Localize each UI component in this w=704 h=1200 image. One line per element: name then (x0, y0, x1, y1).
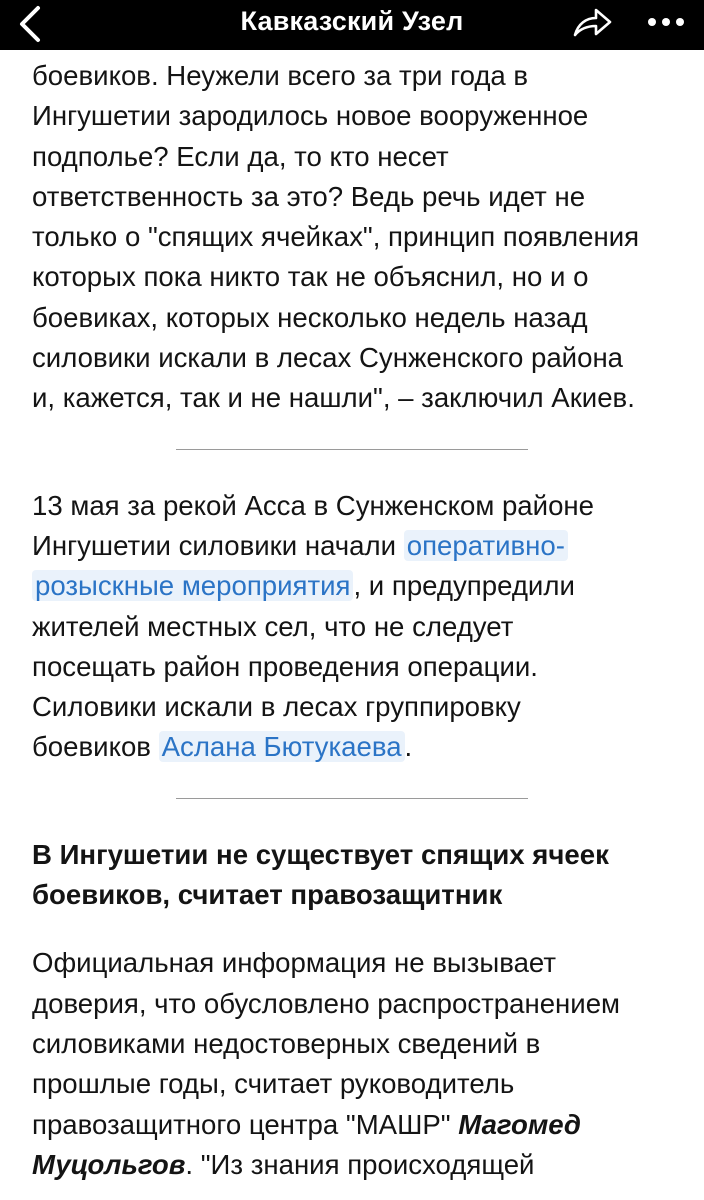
section-divider (176, 449, 528, 450)
more-options-button[interactable] (640, 0, 692, 44)
paragraph-line: Ингушетии зародилось новое вооруженное (32, 100, 589, 132)
page-title: Кавказский Узел (240, 6, 464, 36)
paragraph-line: 13 мая за рекой Асса в Сунженском районе (32, 489, 594, 521)
aslan-byutukaev-link[interactable]: Аслана Бютукаева (159, 731, 405, 762)
paragraph-text: . "Из знания происходящей (185, 1148, 535, 1180)
paragraph-line (32, 1105, 682, 1145)
paragraph-line (32, 566, 682, 606)
paragraph-text: , и предупредили (353, 570, 575, 602)
more-dots-icon (646, 16, 686, 28)
paragraph-line: ответственность за это? Ведь речь идет не (32, 180, 586, 212)
share-icon (571, 5, 613, 39)
heading-line: боевиков, считает правозащитник (32, 879, 503, 911)
paragraph-text: . (404, 731, 413, 763)
paragraph-line: прошлые годы, считает руководитель (32, 1068, 515, 1100)
paragraph-line: жителей местных сел, что не следует (32, 610, 514, 642)
operational-search-link[interactable]: оперативно- (404, 530, 568, 561)
paragraph-line: боевиков. Неужели всего за три года в (32, 60, 529, 91)
paragraph-line: Официальная информация не вызывает (32, 947, 556, 979)
share-button[interactable] (566, 0, 618, 44)
paragraph-line: только о "спящих ячейках", принцип появления (32, 221, 640, 253)
paragraph-line: Силовики искали в лесах группировку (32, 691, 521, 723)
paragraph-line: силовики искали в лесах Сунженского района (32, 342, 624, 374)
paragraph-line: и, кажется, так и не нашли", – заключил Акиев. (32, 382, 635, 414)
paragraph-line (32, 1145, 682, 1185)
paragraph-text: правозащитного центра "МАШР" (32, 1108, 459, 1140)
paragraph-line: боевиках, которых несколько недель назад (32, 301, 588, 333)
person-name-continued: Муцольгов (32, 1148, 186, 1180)
paragraph-line: доверия, что обусловлено распространением (32, 987, 621, 1019)
paragraph-line (32, 526, 682, 566)
article-paragraph-official-info (32, 943, 682, 1185)
paragraph-line: посещать район проведения операции. (32, 650, 538, 682)
paragraph-text: Ингушетии силовики начали (32, 529, 404, 561)
paragraph-text: боевиков (32, 731, 159, 763)
paragraph-line: силовиками недостоверных сведений в (32, 1027, 541, 1059)
top-navigation-bar (0, 0, 704, 50)
article-paragraph-quote (32, 56, 682, 419)
operational-search-link-continued[interactable]: розыскные мероприятия (32, 570, 353, 601)
related-article-heading[interactable] (32, 835, 682, 916)
heading-line: В Ингушетии не существует спящих ячеек (32, 838, 609, 870)
article-paragraph-operation (32, 486, 682, 768)
person-name: Магомед (458, 1108, 581, 1140)
article-content (32, 56, 682, 1185)
paragraph-line: подполье? Если да, то кто несет (32, 140, 449, 172)
section-divider (176, 798, 528, 799)
paragraph-line: которых пока никто так не объяснил, но и о (32, 261, 589, 293)
paragraph-line (32, 727, 682, 767)
